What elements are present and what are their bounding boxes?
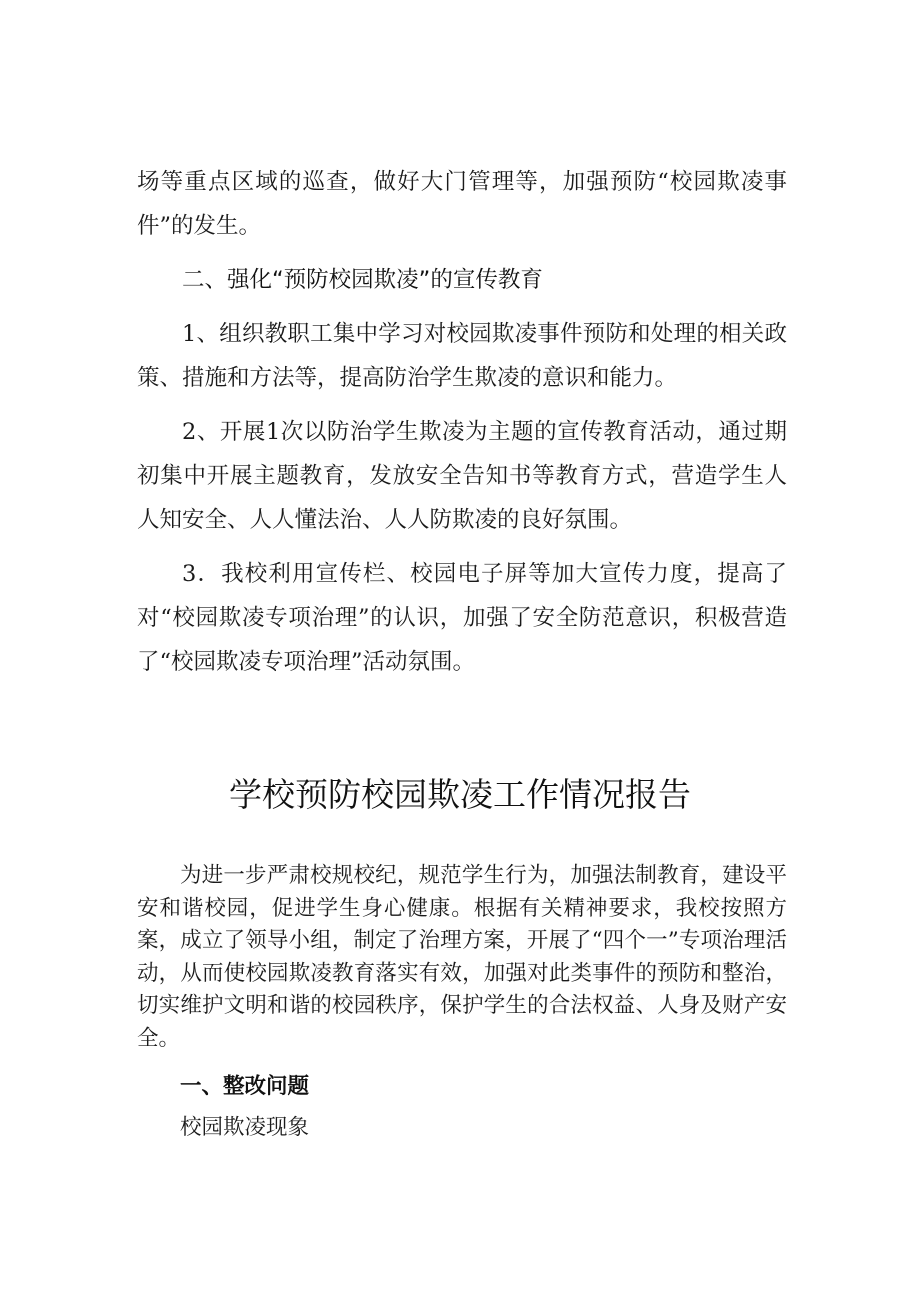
section-two-item-1: 1、组织教职工集中学习对校园欺凌事件预防和处理的相关政策、措施和方法等，提高防治学生欺凌的意识和能力。 — [137, 321, 787, 391]
section-one-heading: 一、整改问题 — [180, 1074, 310, 1099]
section-one-subheading: 校园欺凌现象 — [180, 1115, 310, 1140]
continuation-paragraph: 场等重点区域的巡查，做好大门管理等，加强预防“校园欺凌事件”的发生。 — [137, 169, 787, 239]
report-title: 学校预防校园欺凌工作情况报告 — [229, 775, 691, 814]
section-two-heading: 二、强化“预防校园欺凌”的宣传教育 — [182, 267, 543, 293]
section-two-item-3: 3．我校利用宣传栏、校园电子屏等加大宣传力度，提高了对“校园欺凌专项治理”的认识，加强了安全防范意识，积极营造了“校园欺凌专项治理”活动氛围。 — [137, 561, 787, 675]
report-body — [137, 860, 787, 1147]
section-two-item-2: 2、开展1次以防治学生欺凌为主题的宣传教育活动，通过期初集中开展主题教育，发放安全告知书等教育方式，营造学生人人知安全、人人懂法治、人人防欺凌的良好氛围。 — [137, 419, 787, 533]
previous-report-excerpt — [137, 160, 787, 684]
report-intro-paragraph: 为进一步严肃校规校纪，规范学生行为，加强法制教育，建设平安和谐校园，促进学生身心健康。根据有关精神要求，我校按照方案，成立了领导小组，制定了治理方案，开展了“四个一”专项治理活动，从而使校园欺凌教育落实有效，加强对此类事件的预防和整治，切实维护文明和谐的校园秩序，保护学生的合法权益、人身及财产安全。 — [137, 863, 787, 1051]
